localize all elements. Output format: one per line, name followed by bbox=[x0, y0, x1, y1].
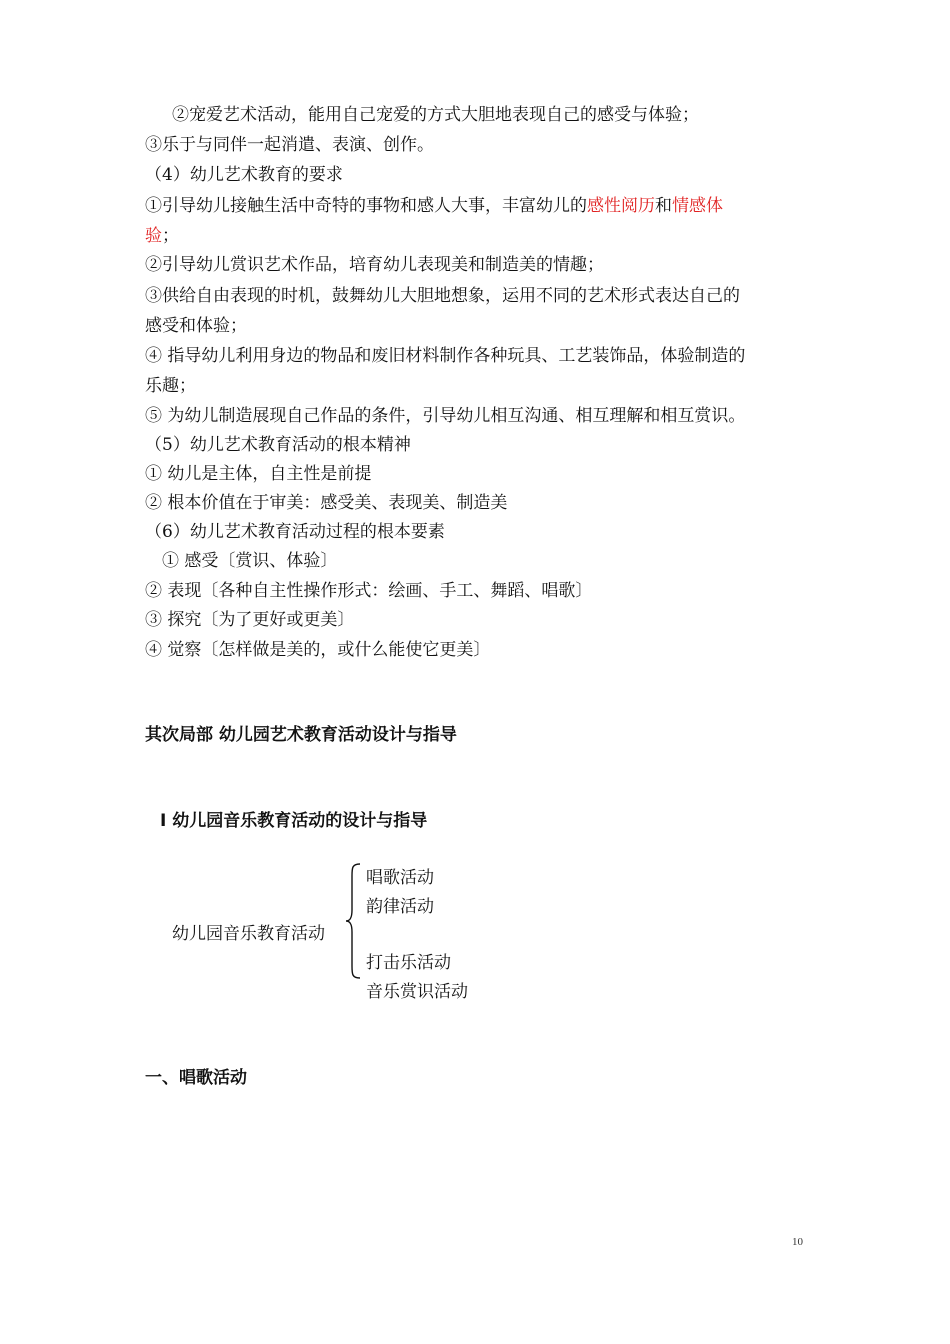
diagram-item: 打击乐活动 bbox=[366, 953, 451, 973]
highlight-text: 情感体 bbox=[672, 196, 723, 216]
text-line: ② 根本价值在于审美：感受美、表现美、制造美 bbox=[145, 493, 508, 513]
highlight-text: 感性阅历 bbox=[587, 196, 655, 216]
text-line: ⑤ 为幼儿制造展现自己作品的条件，引导幼儿相互沟通、相互理解和相互赏识。 bbox=[145, 406, 746, 426]
diagram-item: 唱歌活动 bbox=[366, 868, 434, 888]
text-segment: ①引导幼儿接触生活中奇特的事物和感人大事，丰富幼儿的 bbox=[145, 196, 587, 216]
text-line: ④ 觉察〔怎样做是美的，或什么能使它更美〕 bbox=[145, 640, 491, 660]
highlight-text: 验 bbox=[145, 226, 162, 246]
diagram-item: 韵律活动 bbox=[366, 897, 434, 917]
curly-brace bbox=[344, 862, 362, 980]
page-number: 10 bbox=[792, 1236, 803, 1248]
text-line: ②宠爱艺术活动，能用自己宠爱的方式大胆地表现自己的感受与体验； bbox=[172, 105, 699, 125]
text-line bbox=[145, 195, 723, 217]
text-line: （6）幼儿艺术教育活动过程的根本要素 bbox=[145, 522, 445, 542]
diagram-root-label: 幼儿园音乐教育活动 bbox=[172, 924, 325, 944]
text-line bbox=[145, 225, 179, 247]
text-line: （5）幼儿艺术教育活动的根本精神 bbox=[145, 435, 411, 455]
text-line: ① 幼儿是主体，自主性是前提 bbox=[145, 464, 372, 484]
text-line: （4）幼儿艺术教育的要求 bbox=[145, 165, 343, 185]
text-line: ③ 探究〔为了更好或更美〕 bbox=[145, 610, 355, 630]
subsection-heading: 一、唱歌活动 bbox=[145, 1068, 247, 1088]
diagram-item: 音乐赏识活动 bbox=[366, 982, 468, 1002]
text-segment: 和 bbox=[655, 196, 672, 216]
text-line: 感受和体验； bbox=[145, 316, 247, 336]
text-line: ④ 指导幼儿利用身边的物品和废旧材料制作各种玩具、工艺装饰品，体验制造的 bbox=[145, 346, 746, 366]
text-line: ③乐于与同伴一起消遣、表演、创作。 bbox=[145, 135, 434, 155]
text-line: ① 感受〔赏识、体验〕 bbox=[162, 551, 338, 571]
text-line: ②引导幼儿赏识艺术作品，培育幼儿表现美和制造美的情趣； bbox=[145, 255, 604, 275]
section-heading: Ⅰ 幼儿园音乐教育活动的设计与指导 bbox=[160, 811, 428, 831]
text-segment: ； bbox=[162, 226, 179, 246]
text-line: ③供给自由表现的时机，鼓舞幼儿大胆地想象，运用不同的艺术形式表达自己的 bbox=[145, 286, 740, 306]
part-heading: 其次局部 幼儿园艺术教育活动设计与指导 bbox=[145, 725, 457, 745]
text-line: ② 表现〔各种自主性操作形式：绘画、手工、舞蹈、唱歌〕 bbox=[145, 581, 593, 601]
text-line: 乐趣； bbox=[145, 376, 196, 396]
